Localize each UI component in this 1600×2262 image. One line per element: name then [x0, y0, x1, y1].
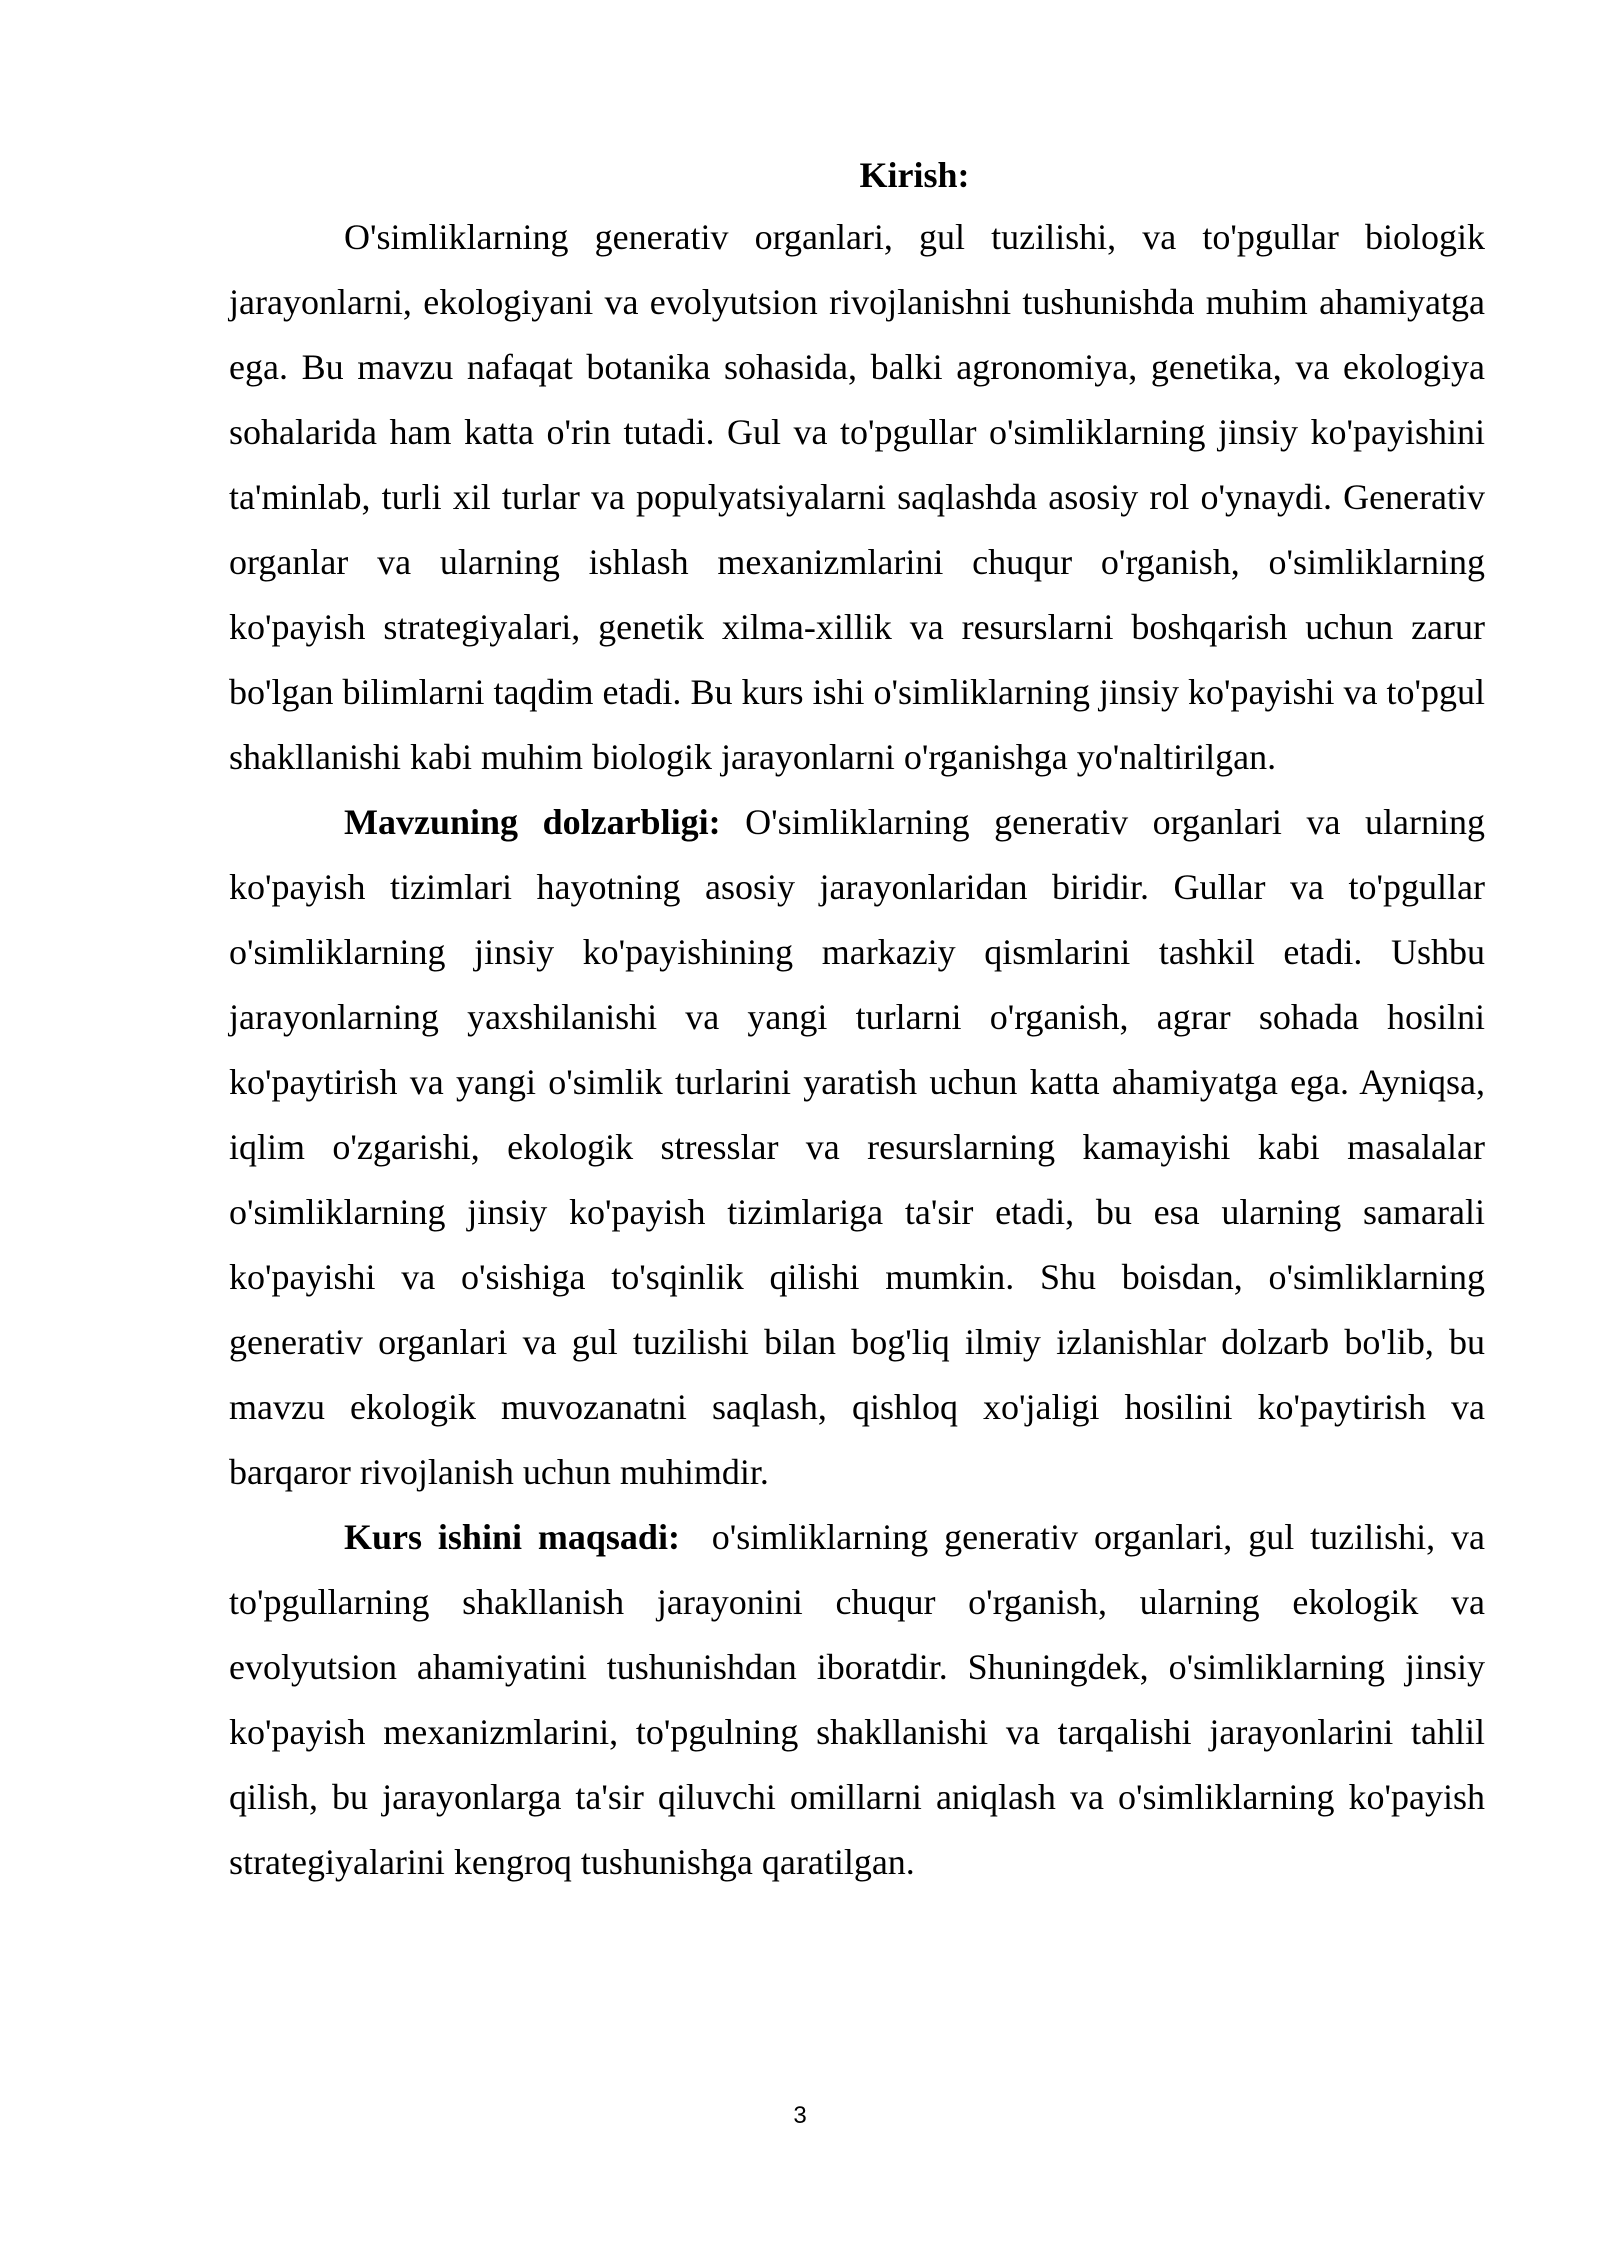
relevance-label: Mavzuning dolzarbligi:	[344, 802, 721, 842]
goal-paragraph	[229, 1505, 1494, 1895]
intro-paragraph: O'simliklarning generativ organlari, gul tuzilishi, va to'pgullar biologik jarayonlarni, ekologiyani va evolyutsion rivojlanishni tushunishda muhim ahamiyatga ega. Bu mavzu nafaqat botanika sohasida, balki agronomiya, genetika, va ekologiya sohalarida ham katta o'rin tutadi. Gul va to'pgullar o'simliklarning jinsiy ko'payishini ta'minlab, turli xil turlar va populyatsiyalarni saqlashda asosiy rol o'ynaydi. Generativ organlar va ularning ishlash mexanizmlarini chuqur o'rganish, o'simliklarning ko'payish strategiyalari, genetik xilma-xillik va resurslarni boshqarish uchun zarur bo'lgan bilimlarni taqdim etadi. Bu kurs ishi o'simliklarning jinsiy ko'payishi va to'pgul shakllanishi kabi muhim biologik jarayonlarni o'rganishga yo'naltirilgan.	[229, 217, 1485, 777]
relevance-paragraph	[229, 790, 1485, 1505]
goal-text: o'simliklarning generativ organlari, gul tuzilishi, va to'pgullarning shakllanish jarayonini chuqur o'rganish, ularning ekologik va evolyutsion ahamiyatini tushunishdan iboratdir. Shuningdek, o'simliklarning jinsiy ko'payish mexanizmlarini, to'pgulning shakllanishi va tarqalishi jarayonlarini tahlil qilish, bu jarayonlarga ta'sir qiluvchi omillarni aniqlash va o'simliklarning ko'payish strategiyalarini kengroq tushunishga qaratilgan.	[229, 1517, 1494, 1882]
page-content	[229, 145, 1494, 1895]
goal-label: Kurs ishini maqsadi:	[344, 1517, 680, 1557]
relevance-text: O'simliklarning generativ organlari va ularning ko'payish tizimlari hayotning asosiy jarayonlaridan biridir. Gullar va to'pgullar o'simliklarning jinsiy ko'payishining markaziy qismlarini tashkil etadi. Ushbu jarayonlarning yaxshilanishi va yangi turlarni o'rganish, agrar sohada hosilni ko'paytirish va yangi o'simlik turlarini yaratish uchun katta ahamiyatga ega. Ayniqsa, iqlim o'zgarishi, ekologik stresslar va resurslarning kamayishi kabi masalalar o'simliklarning jinsiy ko'payish tizimlariga ta'sir etadi, bu esa ularning samarali ko'payishi va o'sishiga to'sqinlik qilishi mumkin. Shu boisdan, o'simliklarning generativ organlari va gul tuzilishi bilan bog'liq ilmiy izlanishlar dolzarb bo'lib, bu mavzu ekologik muvozanatni saqlash, qishloq xo'jaligi hosilini ko'paytirish va barqaror rivojlanish uchun muhimdir.	[229, 802, 1485, 1492]
section-heading: Kirish:	[859, 155, 970, 195]
page-number: 3	[793, 2102, 807, 2129]
